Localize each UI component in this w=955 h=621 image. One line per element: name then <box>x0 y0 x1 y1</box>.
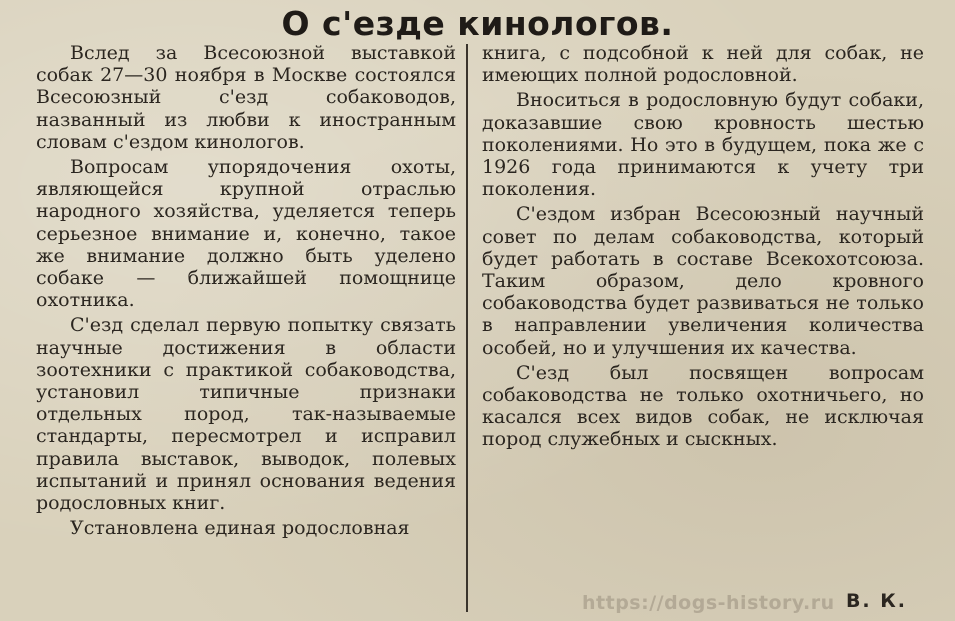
right-column <box>482 42 924 451</box>
article-title: О с'езде кинологов. <box>281 4 674 43</box>
paragraph: С'езд сделал первую попытку связать научные достижения в области зоотехники с практикой собаководства, установил типичные признаки отдельных пород, так-называемые стандарты, пересмотрел и исправил правила выставок, выводок, полевых испытаний и принял основания ведения родословных книг. <box>36 314 456 515</box>
watermark: https://dogs-history.ru <box>582 592 835 614</box>
paragraph: Вопросам упорядочения охоты, являющейся крупной отраслью народного хозяйства, уделяется теперь серьезное внимание и, конечно, такое же внимание должно быть уделено собаке — ближайшей помощнице охотника. <box>36 156 456 312</box>
paragraph: С'ездом избран Всесоюзный научный совет по делам собаководства, который будет работать в составе Всекохотсоюза. Таким образом, дело кровного собаководства будет развиваться не только в направлении увеличения количества особей, но и улучшения их качества. <box>482 203 924 359</box>
author-signature: В. К. <box>845 590 907 612</box>
paragraph: Вслед за Всесоюзной выставкой собак 27—30 ноября в Москве состоялся Всесоюзный с'езд собаководов, названный из любви к иностранным словам с'ездом кинологов. <box>36 42 456 153</box>
paragraph: Установлена единая родословная <box>70 517 410 540</box>
paragraph: Вноситься в родословную будут собаки, доказавшие свою кровность шестью поколениями. Но это в будущем, пока же с 1926 года принимаются к учету три поколения. <box>482 89 924 201</box>
column-divider <box>466 44 468 612</box>
paragraph: книга, с подсобной к ней для собак, не имеющих полной родословной. <box>482 42 924 87</box>
paragraph: С'езд был посвящен вопросам собаководства не только охотничьего, но касался всех видов собак, не исключая пород служебных и сыскных. <box>482 361 924 451</box>
left-column <box>36 42 456 539</box>
